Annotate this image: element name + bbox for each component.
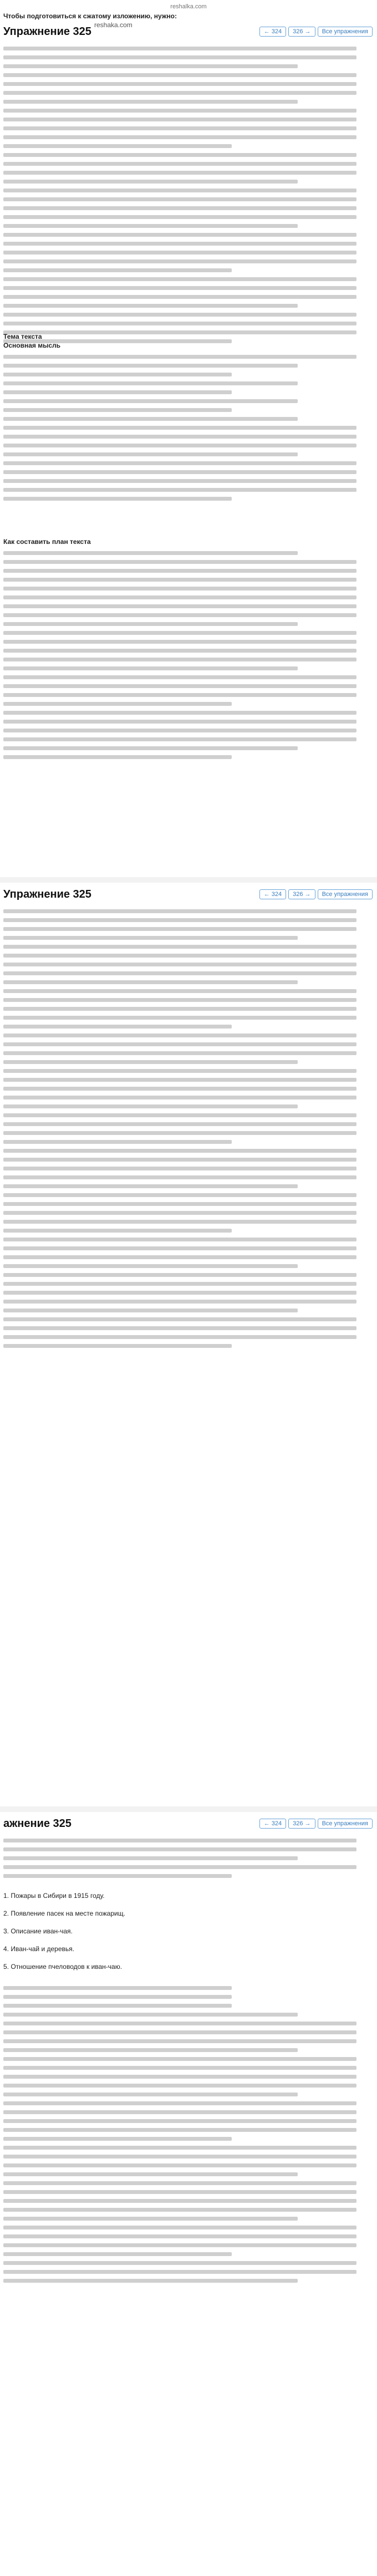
main-idea-heading: Основная мысль	[3, 342, 61, 349]
all-exercises-button[interactable]: Все упражнения	[318, 1819, 373, 1829]
exercise-section-1	[0, 22, 377, 876]
plan-heading: Как составить план текста	[3, 538, 91, 546]
section-divider	[0, 877, 377, 883]
intro-heading: Чтобы подготовиться к сжатому изложению, нужно:	[3, 12, 177, 20]
list-item: 4. Иван-чай и деревья.	[3, 1945, 74, 1953]
list-item: 5. Отношение пчеловодов к иван-чаю.	[3, 1963, 123, 1971]
exercise-nav	[259, 889, 373, 899]
list-item: 3. Описание иван-чая.	[3, 1927, 73, 1935]
topic-heading: Тема текста	[3, 333, 42, 340]
exercise-header	[0, 1814, 377, 1833]
prev-exercise-button[interactable]: ← 324	[259, 889, 286, 899]
next-exercise-button[interactable]: 326 →	[288, 1819, 315, 1829]
unreadable-body-text	[3, 909, 371, 1353]
next-exercise-button[interactable]: 326 →	[288, 27, 315, 37]
exercise-title: Упражнение 325	[3, 26, 91, 38]
unreadable-body-text	[3, 551, 371, 764]
site-url[interactable]: reshalka.com	[170, 3, 207, 10]
prev-exercise-button[interactable]: ← 324	[259, 1819, 286, 1829]
exercise-header	[0, 885, 377, 904]
list-item: 1. Пожары в Сибири в 1915 году.	[3, 1892, 105, 1900]
all-exercises-button[interactable]: Все упражнения	[318, 889, 373, 899]
exercise-section-2	[0, 885, 377, 1805]
exercise-title: Упражнение 325	[3, 888, 91, 900]
exercise-header	[0, 22, 377, 41]
unreadable-body-text	[3, 355, 371, 506]
prev-exercise-button[interactable]: ← 324	[259, 27, 286, 37]
exercise-section-3	[0, 1814, 377, 2574]
section-divider	[0, 1806, 377, 1812]
list-item: 2. Появление пасек на месте пожарищ.	[3, 1910, 125, 1917]
exercise-title: ажнение 325	[3, 1818, 72, 1830]
next-exercise-button[interactable]: 326 →	[288, 889, 315, 899]
exercise-nav	[259, 1819, 373, 1829]
all-exercises-button[interactable]: Все упражнения	[318, 27, 373, 37]
unreadable-body-text	[3, 1839, 371, 1883]
unreadable-body-text	[3, 47, 371, 348]
exercise-nav	[259, 27, 373, 37]
unreadable-body-text	[3, 1986, 371, 2288]
watermark: reshaka.com	[94, 21, 133, 29]
